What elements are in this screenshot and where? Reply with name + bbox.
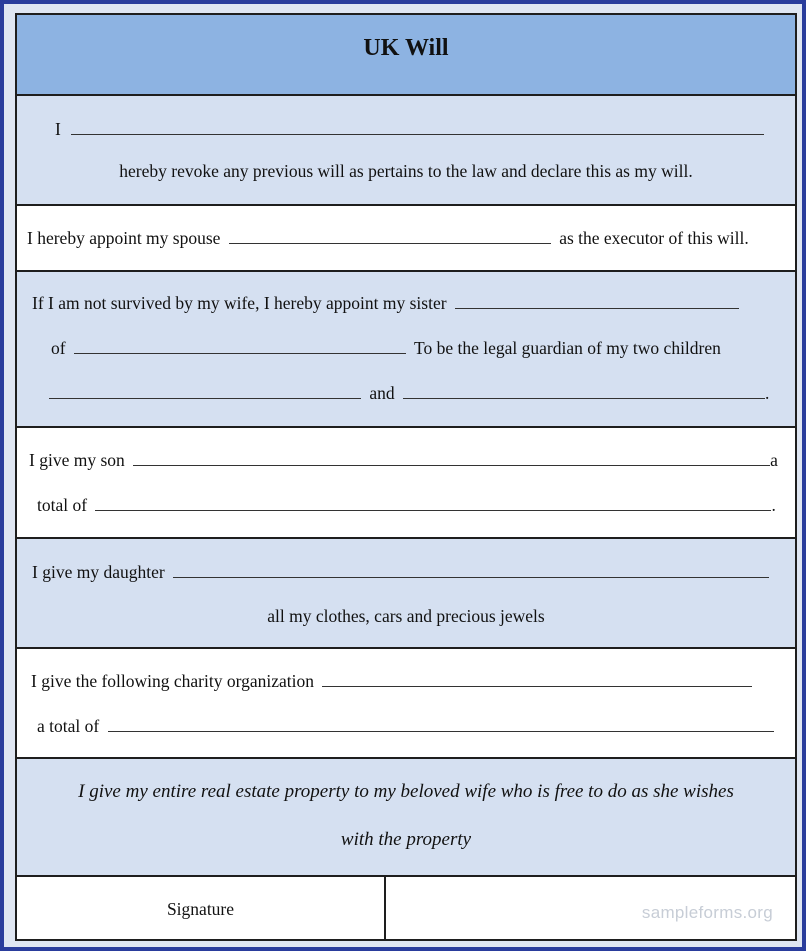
guardian-of-label: of [51, 338, 66, 358]
guardian-and-label: and [369, 383, 395, 403]
executor-suffix: as the executor of this will. [559, 228, 749, 248]
charity-total-label: a total of [37, 716, 100, 736]
executor-prefix: I hereby appoint my spouse [27, 228, 221, 248]
section-guardian [17, 272, 795, 428]
property-line-2: with the property [340, 829, 472, 850]
declaration-prefix: I [55, 119, 61, 139]
guardian-line-1 [32, 292, 795, 314]
form-header [17, 15, 795, 96]
section-declaration [17, 96, 795, 206]
son-end: . [771, 495, 776, 515]
child-1-name-field[interactable] [49, 382, 361, 399]
signature-label-cell [17, 877, 386, 939]
sister-address-field[interactable] [74, 337, 406, 354]
will-form [15, 13, 797, 941]
son-prefix: I give my son [29, 450, 125, 470]
guardian-end: . [765, 383, 770, 403]
property-line-1: I give my entire real estate property to my beloved wife who is free to do as she wishes [78, 781, 734, 802]
son-total-label: total of [37, 495, 88, 515]
guardian-text: If I am not survived by my wife, I hereby appoint my sister [32, 293, 447, 313]
daughter-line-1 [32, 561, 795, 583]
guardian-line-3 [49, 382, 795, 404]
executor-line [27, 227, 795, 249]
charity-line-1 [31, 670, 795, 692]
guardian-children-text: To be the legal guardian of my two children [414, 338, 721, 358]
charity-amount-field[interactable] [108, 715, 774, 732]
son-line-2 [37, 494, 795, 516]
daughter-line-2: all my clothes, cars and precious jewels [267, 606, 545, 626]
section-son [17, 428, 795, 539]
testator-name-field[interactable] [71, 118, 764, 135]
section-daughter [17, 539, 795, 649]
form-title: UK Will [363, 35, 449, 61]
son-amount-field[interactable] [95, 494, 771, 511]
section-executor [17, 206, 795, 272]
section-property [17, 759, 795, 877]
daughter-prefix: I give my daughter [32, 562, 165, 582]
section-signature [17, 877, 795, 939]
guardian-line-2 [51, 337, 795, 359]
son-a: a [770, 450, 778, 470]
declaration-line-1 [55, 118, 795, 140]
child-2-name-field[interactable] [403, 382, 765, 399]
declaration-line-2: hereby revoke any previous will as pertains to the law and declare this as my will. [119, 161, 693, 181]
charity-prefix: I give the following charity organization [31, 671, 314, 691]
section-charity [17, 649, 795, 759]
sister-name-field[interactable] [455, 292, 739, 309]
charity-line-2 [37, 715, 795, 737]
watermark-text: sampleforms.org [641, 903, 773, 922]
signature-label: Signature [166, 899, 235, 919]
son-line-1 [29, 449, 795, 471]
son-name-field[interactable] [133, 449, 770, 466]
charity-name-field[interactable] [322, 670, 752, 687]
spouse-name-field[interactable] [229, 227, 551, 244]
daughter-name-field[interactable] [173, 561, 769, 578]
